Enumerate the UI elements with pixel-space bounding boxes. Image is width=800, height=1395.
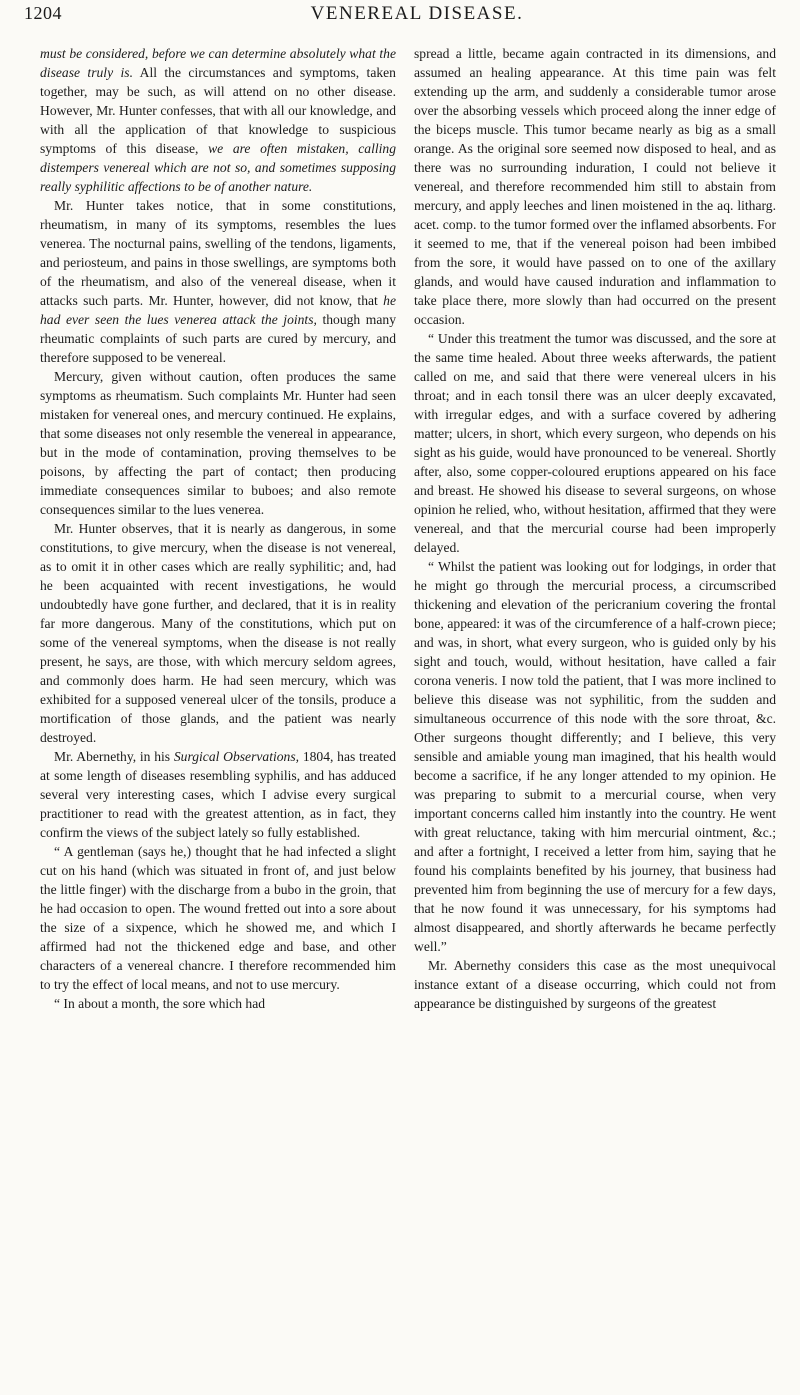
paragraph: spread a little, became again contracted in its dimensions, and assumed an healing appearance. At this time pain was felt extending up the arm, and suddenly a considerable tumor arose over the absorbing vessels which proceed along the inner edge of the biceps muscle. This tumor became nearly as big as a small orange. As the original sore seemed now disposed to heal, and as there was no surrounding induration, I could not believe it venereal, and therefore recommended him still to abstain from mercury, and apply leeches and linen moistened in the aq. litharg. acet. comp. to the tumor formed over the inflamed absorbents. For it seemed to me, that if the venereal poison had been imbibed from the sore, it would have passed on to one of the axillary glands, and would have caused induration and inflammation to take place there, more slowly than had occurred on the present occasion.	[414, 46, 776, 327]
text: Mr. Hunter takes notice, that in some constitutions, rheumatism, in many of its symptoms, resembles the lues venerea. The nocturnal pains, swelling of the tendons, ligaments, and periosteum, and pains in those swellings, are symptoms both of the rheumatism, and also of the venereal disease, when it attacks such parts. Mr. Hunter, however, did not know, that	[40, 198, 396, 308]
paragraph	[40, 747, 396, 842]
page-number: 1204	[24, 3, 62, 23]
paragraph: Mr. Hunter observes, that it is nearly as dangerous, in some constitutions, to give mercury, when the disease is not venereal, as to omit it in other cases which are really syphilitic; and, had he been acquainted with recent investigations, he would undoubtedly have gone further, and declared, that it is in reality far more dangerous. Many of the constitutions, which put on some of the venereal symptoms, when the disease is not really present, he says, are those, with which mercury seldom agrees, and commonly does harm. He had seen mercury, which was exhibited for a supposed venereal ulcer of the tonsils, produce a mortification of those glands, and the patient was nearly destroyed.	[40, 521, 396, 745]
right-column	[414, 44, 776, 1013]
text: though many rheumatic complaints of such parts are cured by mercury, and therefore supposed to be venereal.	[40, 312, 396, 365]
paragraph	[40, 44, 396, 196]
italic-text: we are often mistaken, calling distempers venereal which are not so, and sometimes supposing really syphilitic affections to be of another nature.	[40, 141, 397, 194]
italic-text: he had ever seen the lues venerea attack the joints,	[40, 293, 396, 327]
text: 1804, has treated at some length of diseases resembling syphilis, and has adduced several very interesting cases, which I advise every surgical practitioner to read with the greatest attention, as in fact, they confirm the views of the subject lately so fully established.	[40, 749, 396, 840]
left-column	[40, 44, 396, 1013]
text: Mr. Abernethy, in his	[54, 749, 174, 764]
text: All the circumstances and symptoms, taken together, may be such, as will attend on no other disease. However, Mr. Hunter confesses, that with all our knowledge, and with all the application of that knowledge to suspicious symptoms of this disease,	[40, 65, 396, 156]
paragraph: “ A gentleman (says he,) thought that he had infected a slight cut on his hand (which was situated in front of, and just below the little finger) with the discharge from a bubo in the groin, that he had occasion to open. The wound fretted out into a sore about the size of a sixpence, which he showed me, and which I affirmed had not the thickened edge and base, and other characters of a venereal chancre. I therefore recommended him to try the effect of local means, and not to use mercury.	[40, 844, 396, 992]
paragraph: “ Under this treatment the tumor was discussed, and the sore at the same time healed. About three weeks afterwards, the patient called on me, and said that there were venereal ulcers in his throat; and in each tonsil there was an ulcer deeply excavated, with irregular edges, and with a surface covered by adhering matter; ulcers, in short, which every surgeon, who depends on his sight as his guide, would have pronounced to be venereal. Shortly after, also, some copper-coloured eruptions appeared on his face and breast. He showed his disease to several surgeons, on whose opinion he relied, who, without hesitation, affirmed that they were venereal, and that the mercurial course had been improperly delayed.	[414, 331, 776, 555]
paragraph: Mr. Abernethy considers this case as the most unequivocal instance extant of a disease occurring, which could not from appearance be distinguished by surgeons of the greatest	[414, 958, 776, 1011]
paragraph: “ Whilst the patient was looking out for lodgings, in order that he might go through the mercurial process, a circumscribed thickening and elevation of the pericranium covering the frontal bone, appeared: it was of the circumference of a half-crown piece; and was, in short, what every surgeon, who is guided only by his sight and touch, would, without hesitation, have called a fair corona veneris. I now told the patient, that I was more inclined to believe this disease was not syphilitic, from the sudden and simultaneous occurrence of this node with the sore throat, &c. Other surgeons thought differently; and I believe, this very sensible and amiable young man imagined, that his health would become a sacrifice, if he any longer attended to my opinion. He was preparing to submit to a mercurial course, when very important concerns called him instantly into the country. He went with great reluctance, taking with him mercurial ointment, &c.; and after a fortnight, I received a letter from him, saying that he found his complaints benefited by his journey, that business had prevented him from beginning the use of mercury for a few days, that he now found it was unnecessary, for his symptoms had almost disappeared, and shortly afterwards he became perfectly well.”	[414, 559, 776, 954]
italic-text: must be considered, before we can determine absolutely what the disease truly is.	[40, 46, 396, 80]
paragraph: Mercury, given without caution, often produces the same symptoms as rheumatism. Such complaints Mr. Hunter had seen mistaken for venereal ones, and mercury continued. He explains, that some diseases not only resemble the venereal in appearance, but in the mode of contamination, proving themselves to be poisons, by affecting the part of contact; then producing immediate consequences similar to buboes; and also remote consequences similar to the lues venerea.	[40, 369, 396, 517]
italic-text: Surgical Observations,	[173, 749, 300, 764]
running-title: VENEREAL DISEASE.	[310, 3, 524, 24]
paragraph	[40, 196, 396, 367]
page-header	[24, 3, 770, 29]
paragraph: “ In about a month, the sore which had	[54, 996, 266, 1011]
